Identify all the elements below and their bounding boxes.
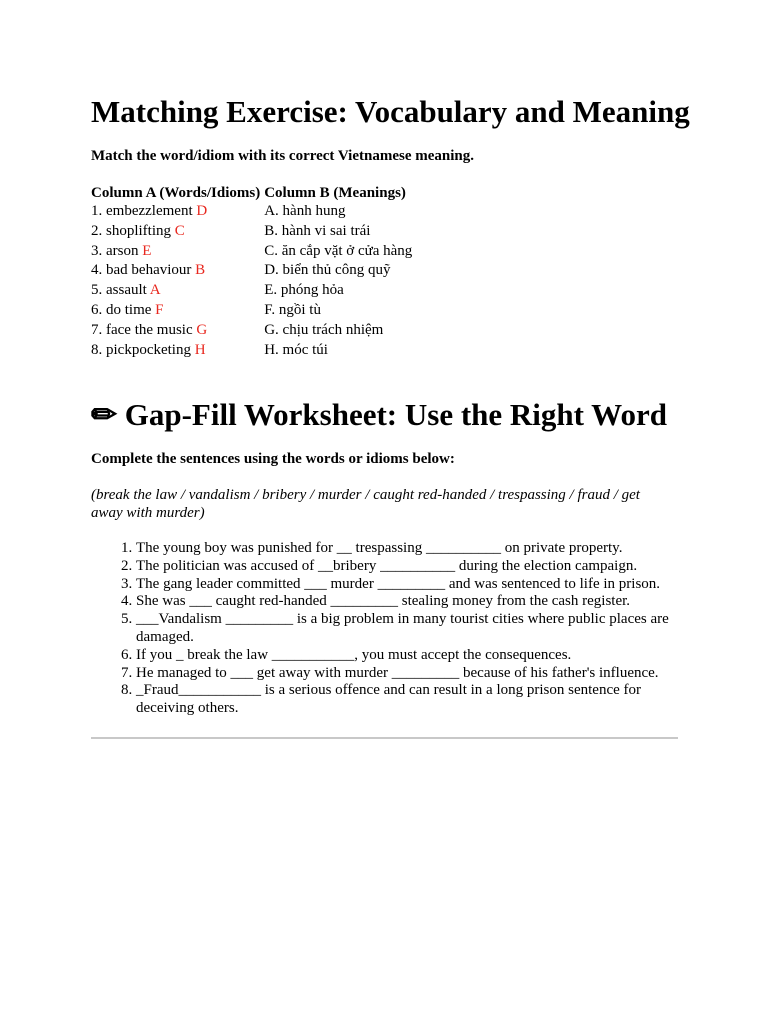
column-b-cell: E. phóng hỏa [264, 282, 344, 299]
column-a-cell [91, 302, 264, 322]
list-item: 5. ___Vandalism _________ is a big problem in many tourist cities where public places are damaged. [136, 611, 679, 647]
word-text: 7. face the music [91, 321, 193, 338]
list-item: 1. The young boy was punished for __ trespassing __________ on private property. [136, 540, 679, 558]
column-a-cell [91, 223, 264, 243]
column-b-cell: C. ăn cắp vặt ở cửa hàng [264, 242, 413, 259]
list-item: 3. The gang leader committed ___ murder _________ and was sentenced to life in prison. [136, 576, 679, 594]
table-header-row [91, 183, 416, 203]
table-row [91, 302, 416, 322]
word-text: 1. embezzlement [91, 203, 193, 219]
matching-instruction: Match the word/idiom with its correct Vietnamese meaning. [91, 148, 474, 164]
word-text: 8. pickpocketing [91, 341, 191, 358]
answer-letter: H [194, 341, 206, 358]
column-b-cell: F. ngồi tù [264, 301, 321, 318]
column-b-cell: G. chịu trách nhiệm [264, 321, 384, 338]
answer-letter: E [142, 242, 152, 259]
word-text: 2. shoplifting [91, 222, 172, 239]
column-b-cell: B. hành vi sai trái [264, 222, 371, 239]
gap-fill-title: ✏ Gap-Fill Worksheet: Use the Right Word [91, 397, 667, 432]
list-item: 4. She was ___ caught red-handed _________ stealing money from the cash register. [136, 593, 679, 611]
column-b-header: Column B (Meanings) [264, 184, 406, 201]
table-row [91, 223, 416, 243]
column-b-cell: A. hành hung [264, 203, 346, 219]
column-b-cell: D. biển thủ công quỹ [264, 262, 391, 279]
answer-letter: A [149, 282, 161, 299]
matching-table [91, 183, 416, 361]
word-text: 4. bad behaviour [91, 262, 192, 279]
column-a-cell [91, 342, 264, 362]
word-text: 5. assault [91, 282, 147, 299]
matching-title: Matching Exercise: Vocabulary and Meaning [91, 94, 690, 129]
table-row [91, 262, 416, 282]
table-row [91, 282, 416, 302]
answer-letter: G [196, 321, 208, 338]
list-item: 8. _Fraud___________ is a serious offence and can result in a long prison sentence for deceiving others. [136, 682, 679, 718]
column-a-cell [91, 322, 264, 342]
word-text: 3. arson [91, 242, 139, 259]
answer-letter: C [174, 222, 185, 239]
column-a-cell [91, 262, 264, 282]
list-item: 7. He managed to ___ get away with murder _________ because of his father's influence. [136, 665, 679, 683]
gap-fill-instruction: Complete the sentences using the words or idioms below: [91, 451, 455, 467]
answer-letter: B [195, 262, 206, 279]
list-item: 6. If you _ break the law ___________, you must accept the consequences. [136, 647, 679, 665]
table-row [91, 203, 416, 223]
word-bank: (break the law / vandalism / bribery / murder / caught red-handed / trespassing / fraud / get away with murder) [91, 487, 640, 521]
table-row [91, 243, 416, 263]
table-row [91, 342, 416, 362]
answer-letter: F [155, 301, 164, 318]
column-a-header: Column A (Words/Idioms) [91, 184, 261, 201]
column-b-cell: H. móc túi [264, 341, 328, 358]
answer-letter: D [196, 203, 208, 219]
horizontal-divider [91, 737, 678, 739]
list-item: 2. The politician was accused of __bribery __________ during the election campaign. [136, 558, 679, 576]
sentence-list [91, 540, 679, 718]
column-a-cell [91, 282, 264, 302]
column-a-cell [91, 243, 264, 263]
table-row [91, 322, 416, 342]
column-a-cell [91, 203, 264, 223]
word-text: 6. do time [91, 301, 152, 318]
